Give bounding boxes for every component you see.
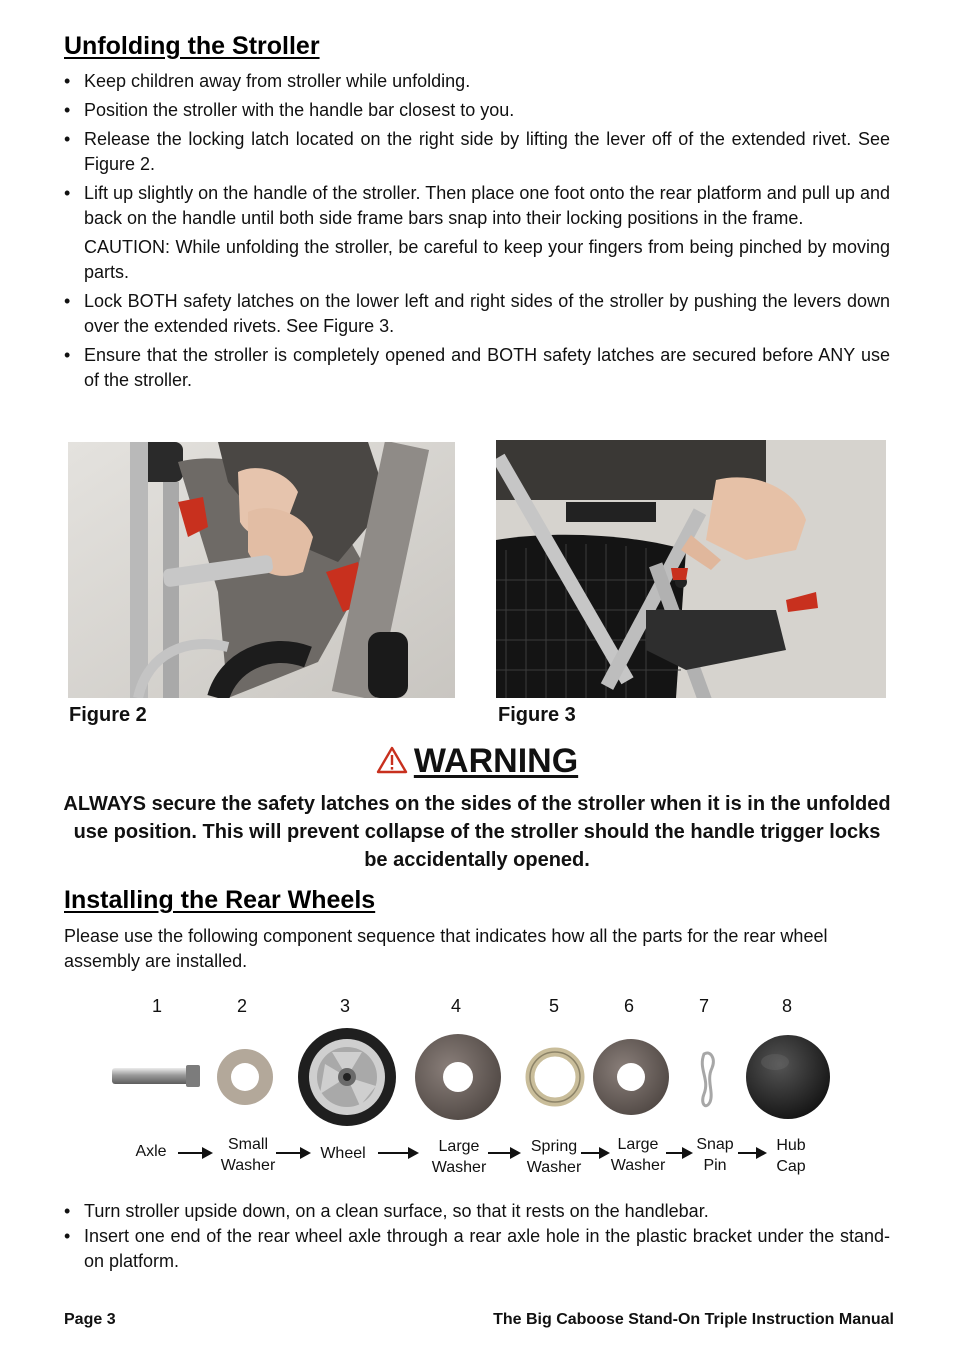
list-item: • Lock BOTH safety latches on the lower left and right sides of the stroller by pushing the levers down over the extended rivets. See Figure 3. <box>64 291 890 336</box>
part-number: 7 <box>698 996 709 1016</box>
part-label-line: Washer <box>526 1159 582 1176</box>
part-label-line: Washer <box>431 1159 487 1176</box>
list-item: • Position the stroller with the handle bar closest to you. <box>64 100 515 120</box>
list-item-text: Ensure that the stroller is completely opened and BOTH safety latches are secured before ANY use of the stroller. <box>84 345 890 390</box>
wheel-part-icon <box>298 1028 396 1126</box>
part-label-text: Wheel <box>320 1145 366 1162</box>
part-number: 1 <box>151 996 162 1016</box>
arrow-right-icon <box>488 1146 522 1160</box>
warning-heading <box>0 742 954 781</box>
section-title-unfolding: Unfolding the Stroller <box>64 32 320 60</box>
part-label-line: Washer <box>610 1157 666 1174</box>
list-item: • Release the locking latch located on the right side by lifting the lever off of the extended rivet. See Figure 2. <box>64 129 890 174</box>
list-item-text: Insert one end of the rear wheel axle through a rear axle hole in the plastic bracket under the stand-on platform. <box>84 1226 890 1271</box>
figure-2-illustration <box>68 442 455 698</box>
list-item-text: Keep children away from stroller while unfolding. <box>84 71 471 91</box>
part-label-line: Spring <box>530 1138 578 1155</box>
arrow-right-icon <box>738 1146 768 1160</box>
warning-triangle-icon <box>376 746 408 774</box>
part-number: 3 <box>339 996 350 1016</box>
part-label-line: Small <box>227 1136 268 1153</box>
figure-3-photo <box>496 440 886 698</box>
arrow-right-icon <box>581 1146 611 1160</box>
rear-wheel-parts-illustration <box>100 1024 860 1134</box>
list-item-text: Lift up slightly on the handle of the stroller. Then place one foot onto the rear platform and pull up and back on the handle until both side frame bars snap into their locking positions in the frame. <box>84 183 890 228</box>
section-title-rear-wheels: Installing the Rear Wheels <box>64 886 376 914</box>
part-label-wheel <box>310 1143 376 1164</box>
part-label-snap-pin <box>685 1134 745 1176</box>
footer-manual-title: The Big Caboose Stand-On Triple Instruction Manual <box>493 1311 894 1328</box>
list-item-text: Position the stroller with the handle bar closest to you. <box>84 100 515 120</box>
part-number: 5 <box>548 996 559 1016</box>
warning-text: ALWAYS secure the safety latches on the sides of the stroller when it is in the unfolded use position. This will prevent collapse of the stroller should the handle trigger locks be accidentally opened. <box>63 793 891 871</box>
list-item: • Turn stroller upside down, on a clean surface, so that it rests on the handlebar. <box>64 1201 709 1221</box>
small-washer-part-icon <box>217 1049 273 1105</box>
large-washer-part-icon <box>415 1034 501 1120</box>
part-label-large-washer-2 <box>602 1134 674 1176</box>
list-item: • Insert one end of the rear wheel axle through a rear axle hole in the plastic bracket under the stand-on platform. <box>64 1226 890 1271</box>
part-label-text: Axle <box>135 1143 167 1160</box>
list-item-text: Turn stroller upside down, on a clean surface, so that it rests on the handlebar. <box>84 1201 709 1221</box>
list-item: • Ensure that the stroller is completely opened and BOTH safety latches are secured before ANY use of the stroller. <box>64 345 890 390</box>
arrow-right-icon <box>178 1146 214 1160</box>
part-label-line: Pin <box>703 1157 727 1174</box>
arrow-right-icon <box>378 1146 420 1160</box>
list-item-text: Lock BOTH safety latches on the lower left and right sides of the stroller by pushing the levers down over the extended rivets. See Figure 3. <box>84 291 890 336</box>
part-label-line: Hub <box>776 1137 806 1154</box>
part-label-hub-cap <box>762 1135 820 1177</box>
list-item-text: Release the locking latch located on the right side by lifting the lever off of the extended rivet. See Figure 2. <box>84 129 890 174</box>
part-label-line: Washer <box>220 1157 276 1174</box>
rear-wheels-steps-list <box>64 1199 890 1278</box>
arrow-right-icon <box>276 1146 312 1160</box>
arrow-right-icon <box>666 1146 694 1160</box>
rear-wheels-intro: Please use the following component sequence that indicates how all the parts for the rear wheel assembly are installed. <box>64 926 828 971</box>
list-item: • Keep children away from stroller while unfolding. <box>64 71 471 91</box>
list-item: • Lift up slightly on the handle of the stroller. Then place one foot onto the rear platform and pull up and back on the handle until both side frame bars snap into their locking positions in the frame. CAUTION: While unfolding the stroller, be careful to keep your fingers from being pinched by moving parts. <box>64 181 890 285</box>
spring-washer-part-icon <box>530 1052 580 1102</box>
large-washer-part-icon <box>593 1039 669 1115</box>
part-label-large-washer <box>423 1136 495 1178</box>
figure-3-caption: Figure 3 <box>498 704 576 726</box>
hub-cap-part-icon <box>746 1035 830 1119</box>
part-label-axle <box>120 1141 182 1162</box>
part-number: 6 <box>623 996 634 1016</box>
part-number: 2 <box>236 996 247 1016</box>
warning-title-text: WARNING <box>413 742 579 780</box>
figure-2-photo <box>68 442 455 698</box>
caution-note: CAUTION: While unfolding the stroller, be careful to keep your fingers from being pinched by moving parts. <box>84 237 890 282</box>
part-number: 4 <box>450 996 461 1016</box>
axle-part-icon <box>112 1065 200 1087</box>
part-label-spring-washer <box>518 1136 590 1178</box>
figure-2-caption: Figure 2 <box>69 704 147 726</box>
part-label-line: Large <box>438 1138 480 1155</box>
part-label-line: Snap <box>696 1136 734 1153</box>
part-label-line: Cap <box>776 1158 806 1175</box>
part-number: 8 <box>781 996 792 1016</box>
snap-pin-part-icon <box>702 1053 713 1106</box>
footer-page-number: Page 3 <box>64 1311 116 1328</box>
part-label-line: Large <box>617 1136 659 1153</box>
part-label-small-washer <box>212 1134 284 1176</box>
figure-3-illustration <box>496 440 886 698</box>
unfolding-steps-list <box>64 69 890 397</box>
